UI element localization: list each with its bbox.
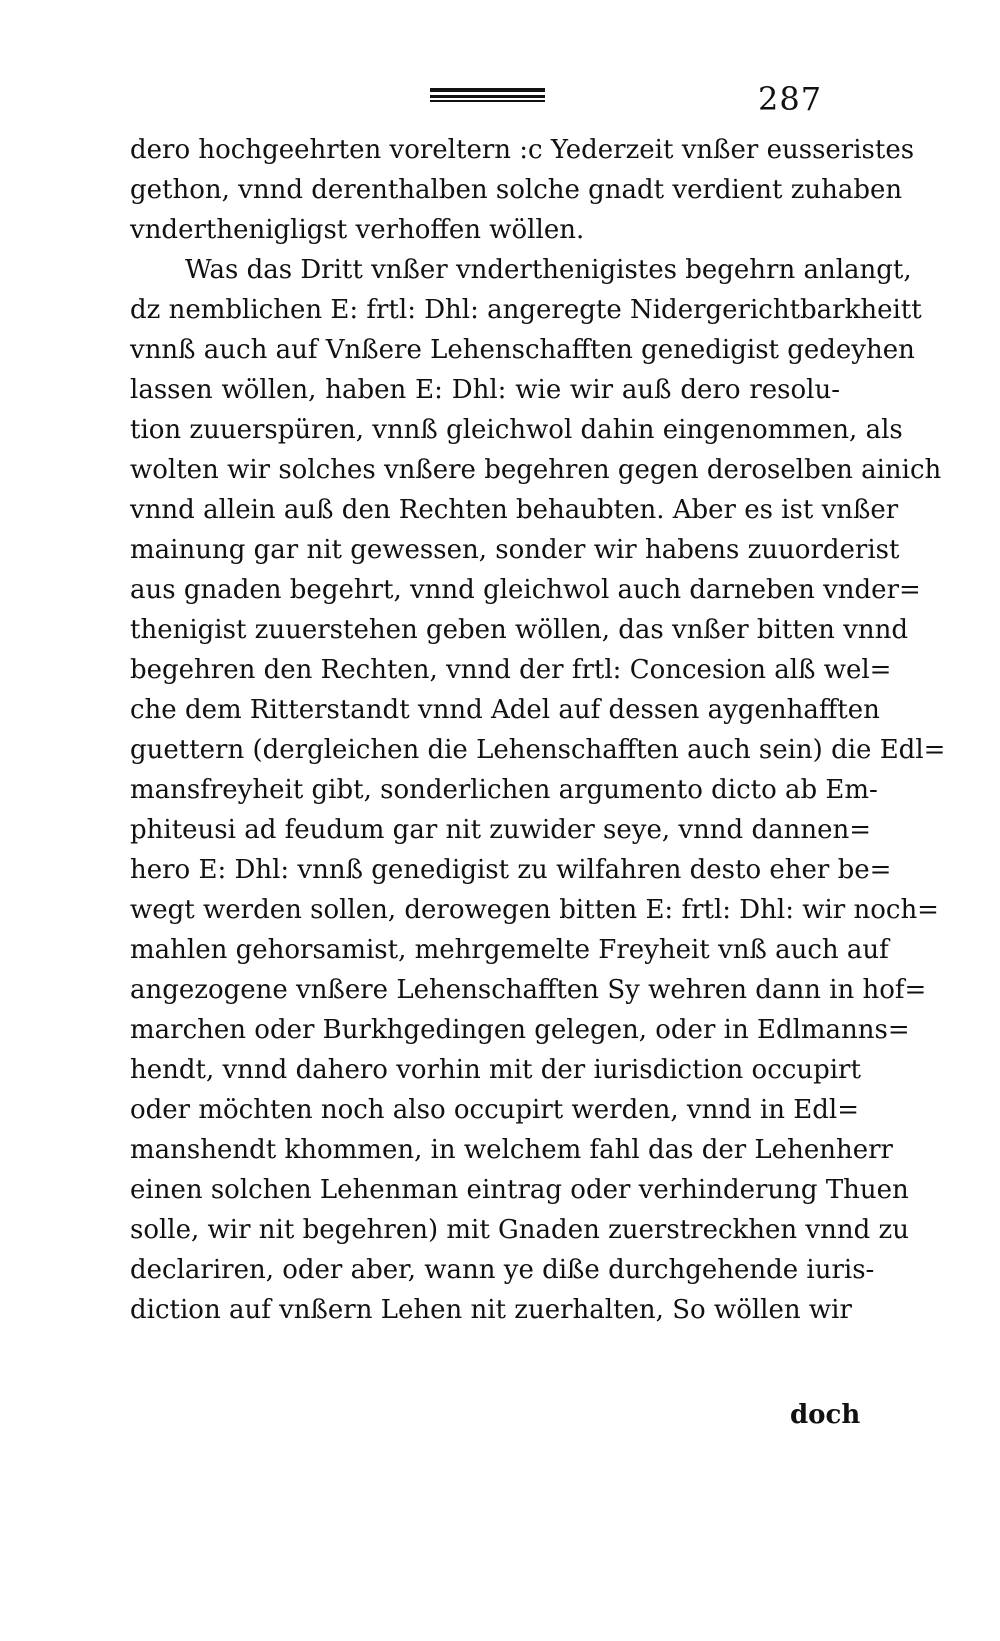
text-line: vnnß auch auf Vnßere Lehenschafften genedigist gedeyhen: [130, 335, 915, 365]
text-line: angezogene vnßere Lehenschafften Sy wehren dann in hof=: [130, 975, 927, 1005]
page-number: 287: [758, 80, 823, 118]
text-line: vnnd allein auß den Rechten behaubten. Aber es ist vnßer: [130, 495, 899, 525]
text-line: diction auf vnßern Lehen nit zuerhalten, So wöllen wir: [130, 1295, 852, 1325]
text-line: oder möchten noch also occupirt werden, vnnd in Edl=: [130, 1095, 860, 1125]
text-line: mahlen gehorsamist, mehrgemelte Freyheit vnß auch auf: [130, 935, 889, 965]
text-line: che dem Ritterstandt vnnd Adel auf dessen aygenhafften: [130, 695, 880, 725]
text-line: aus gnaden begehrt, vnnd gleichwol auch darneben vnder=: [130, 575, 921, 605]
text-line: hendt, vnnd dahero vorhin mit der iurisdiction occupirt: [130, 1055, 861, 1085]
text-line: lassen wöllen, haben E: Dhl: wie wir auß dero resolu-: [130, 375, 840, 405]
text-line: wolten wir solches vnßere begehren gegen deroselben ainich: [130, 455, 942, 485]
text-line: solle, wir nit begehren) mit Gnaden zuerstreckhen vnnd zu: [130, 1215, 909, 1245]
rule-line: [430, 88, 545, 92]
catchword: doch: [790, 1400, 861, 1430]
header-ornament-rule: [430, 88, 545, 102]
text-line: begehren den Rechten, vnnd der frtl: Concesion alß wel=: [130, 655, 892, 685]
text-line: dero hochgeehrten voreltern :c Yederzeit vnßer eusseristes: [130, 135, 915, 165]
text-line: declariren, oder aber, wann ye diße durchgehende iuris-: [130, 1255, 875, 1285]
rule-line: [430, 100, 545, 102]
paragraph-start-line: Was das Dritt vnßer vnderthenigistes begehrn anlangt,: [185, 255, 912, 285]
text-line: wegt werden sollen, derowegen bitten E: frtl: Dhl: wir noch=: [130, 895, 939, 925]
text-line: tion zuuerspüren, vnnß gleichwol dahin eingenommen, als: [130, 415, 903, 445]
text-line: mansfreyheit gibt, sonderlichen argumento dicto ab Em-: [130, 775, 878, 805]
text-line: gethon, vnnd derenthalben solche gnadt verdient zuhaben: [130, 175, 903, 205]
text-line: marchen oder Burkhgedingen gelegen, oder in Edlmanns=: [130, 1015, 910, 1045]
text-line: dz nemblichen E: frtl: Dhl: angeregte Nidergerichtbarkheitt: [130, 295, 922, 325]
text-line: thenigist zuuerstehen geben wöllen, das vnßer bitten vnnd: [130, 615, 908, 645]
text-line: mainung gar nit gewessen, sonder wir habens zuuorderist: [130, 535, 900, 565]
text-line: vnderthenigligst verhoffen wöllen.: [130, 215, 585, 245]
text-line: hero E: Dhl: vnnß genedigist zu wilfahren desto eher be=: [130, 855, 892, 885]
text-line: einen solchen Lehenman eintrag oder verhinderung Thuen: [130, 1175, 909, 1205]
text-line: guettern (dergleichen die Lehenschafften auch sein) die Edl=: [130, 735, 946, 765]
rule-line: [430, 95, 545, 98]
text-line: phiteusi ad feudum gar nit zuwider seye, vnnd dannen=: [130, 815, 871, 845]
text-line: manshendt khommen, in welchem fahl das der Lehenherr: [130, 1135, 893, 1165]
